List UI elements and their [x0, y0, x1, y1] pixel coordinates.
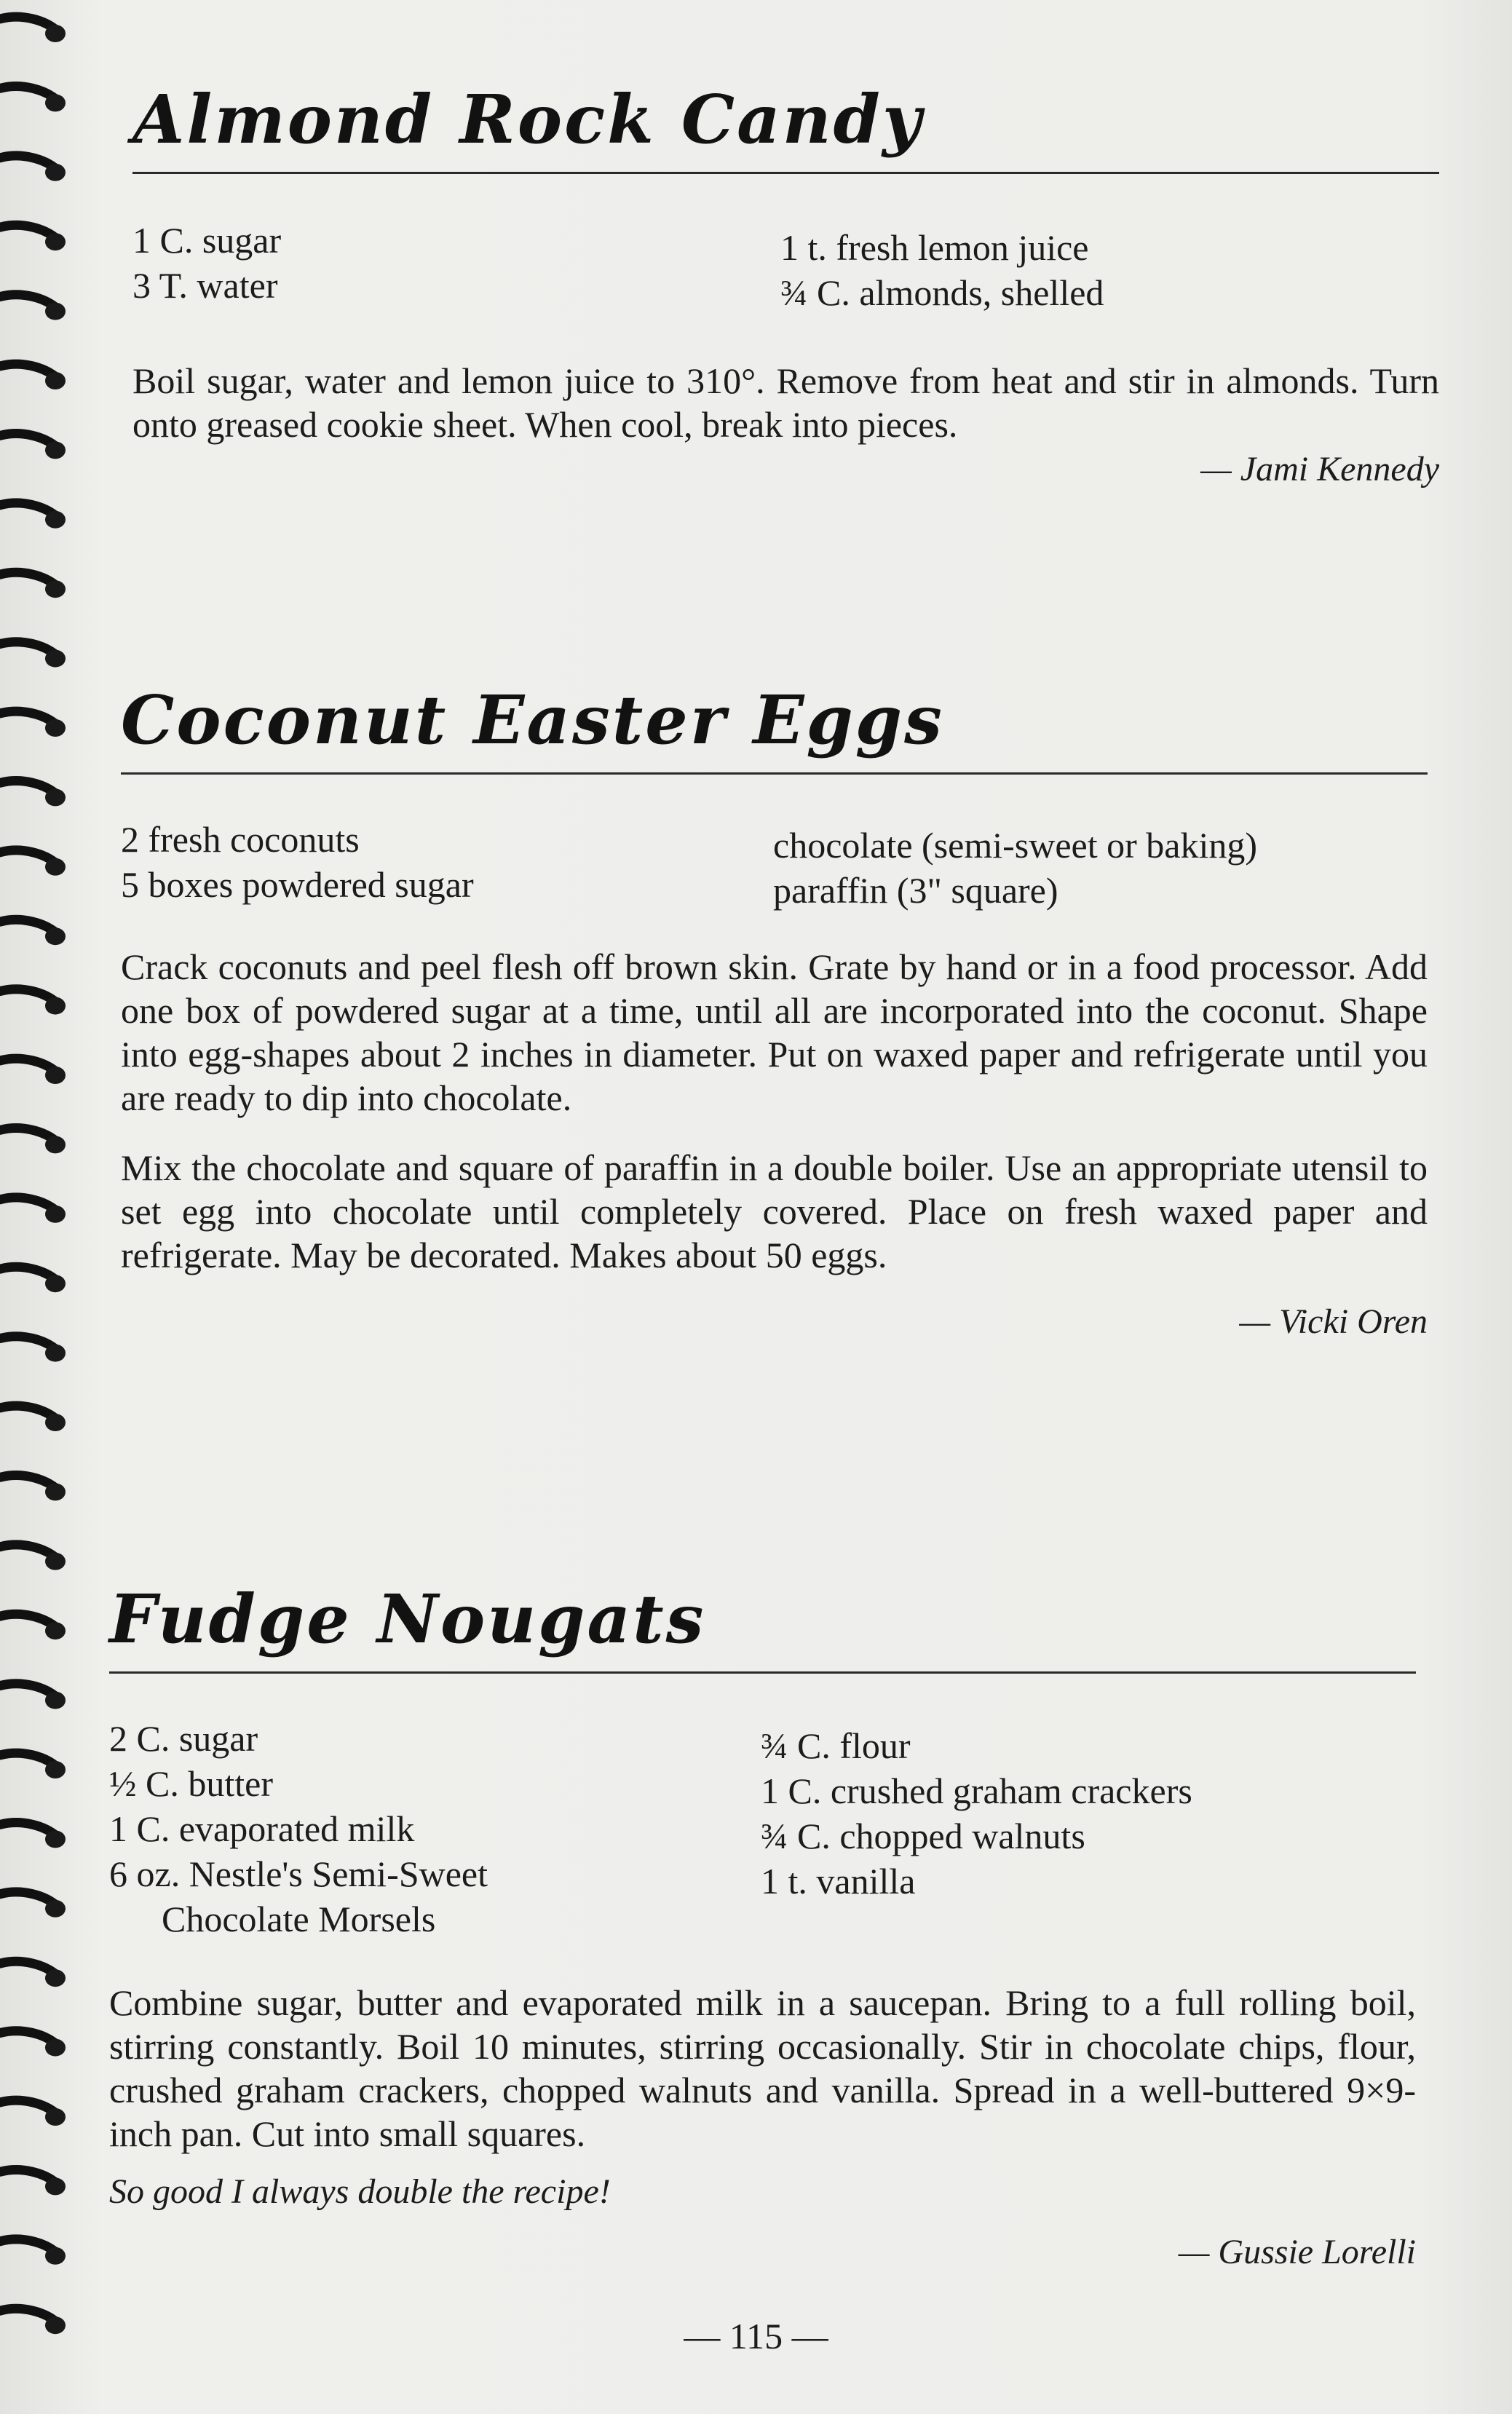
ingredient: ¾ C. flour [761, 1725, 911, 1766]
spiral-coil [0, 1337, 66, 1362]
ingredient: 6 oz. Nestle's Semi-Sweet [109, 1853, 488, 1894]
ingredient: 1 t. fresh lemon juice [780, 227, 1089, 268]
ingredient: ¾ C. chopped walnuts [761, 1816, 1085, 1856]
ingredient: 1 C. crushed graham crackers [761, 1770, 1192, 1811]
title-divider [132, 172, 1439, 174]
spiral-coil [0, 295, 66, 320]
recipe-title: Coconut Easter Eggs [121, 681, 944, 759]
spiral-coil [0, 2170, 66, 2196]
spiral-coil [0, 572, 66, 598]
spiral-coil [0, 919, 66, 945]
ingredient-list [132, 218, 1439, 315]
ingredient: 3 T. water [132, 265, 278, 306]
recipe-credit: — Jami Kennedy [1200, 450, 1439, 488]
ingredient-list [109, 1716, 1416, 1942]
recipe-coconut-easter-eggs [121, 681, 1428, 1342]
spiral-coil [0, 1545, 66, 1570]
ingredient: 2 C. sugar [109, 1718, 258, 1759]
spiral-coil [0, 1476, 66, 1501]
spiral-coil [0, 1058, 66, 1084]
spiral-coil [0, 364, 66, 389]
spiral-coil [0, 1892, 66, 1918]
instructions: Crack coconuts and peel flesh off brown skin. Grate by hand or in a food processor. Add one box of powdered sugar at a time, until all are incorporated into the coconut. Shape into egg-shapes about 2 inches in diameter. Put on waxed paper and refrigerate until you are ready to dip into chocolate. [121, 946, 1428, 1118]
ingredient: chocolate (semi-sweet or baking) [773, 825, 1258, 866]
recipe-title: Almond Rock Candy [132, 80, 924, 159]
ingredient-column-right [780, 218, 1439, 315]
spiral-coil [0, 87, 66, 112]
spiral-coil [0, 850, 66, 876]
spiral-coil [0, 1684, 66, 1709]
instructions: Boil sugar, water and lemon juice to 310°. Remove from heat and stir in almonds. Turn onto greased cookie sheet. When cool, break into pieces. [132, 360, 1439, 445]
ingredient: 5 boxes powdered sugar [121, 864, 474, 905]
spiral-coil [0, 1406, 66, 1431]
page-number: — 115 — [684, 2316, 828, 2356]
ingredient: ½ C. butter [109, 1763, 273, 1804]
spiral-coil [0, 1753, 66, 1778]
spiral-coil [0, 1267, 66, 1292]
ingredient-list [121, 817, 1428, 913]
recipe-note: So good I always double the recipe! [109, 2172, 611, 2211]
ingredient: 1 C. evaporated milk [109, 1808, 415, 1849]
spiral-coil [0, 434, 66, 459]
spiral-coil [0, 989, 66, 1015]
spiral-coil [0, 711, 66, 737]
ingredient: 1 t. vanilla [761, 1861, 916, 1901]
spiral-coil [0, 1198, 66, 1223]
spiral-coil [0, 1614, 66, 1639]
spiral-coil [0, 17, 66, 42]
title-divider [109, 1671, 1416, 1674]
ingredient-column-right [761, 1716, 1416, 1942]
ingredient: paraffin (3" square) [773, 870, 1058, 911]
ingredient-column-left [109, 1716, 761, 1942]
spiral-coil [0, 2100, 66, 2126]
instructions: Combine sugar, butter and evaporated milk in a saucepan. Bring to a full rolling boil, stirring constantly. Boil 10 minutes, stirring occasionally. Stir in chocolate chips, flour, crushed graham crackers, chopped walnuts and vanilla. Spread in a well-buttered 9×9-inch pan. Cut into small squares. [109, 1982, 1416, 2154]
spiral-coil [0, 2239, 66, 2265]
spiral-coil [0, 225, 66, 250]
ingredient: ¾ C. almonds, shelled [780, 272, 1104, 313]
spiral-coil [0, 1823, 66, 1848]
spiral-coil [0, 156, 66, 181]
spiral-coil [0, 1961, 66, 1987]
ingredient-column-right [773, 817, 1428, 913]
spiral-coil [0, 642, 66, 668]
ingredient-column-left [121, 817, 773, 913]
instructions: Mix the chocolate and square of paraffin in a double boiler. Use an appropriate utensil to set egg into chocolate until completely covered. Place on fresh waxed paper and refrigerate. May be decorated. Makes about 50 eggs. [121, 1147, 1428, 1275]
ingredient: Chocolate Morsels [162, 1899, 436, 1939]
recipe-fudge-nougats [109, 1580, 1416, 2272]
recipe-credit: — Vicki Oren [1239, 1302, 1428, 1341]
ingredient-column-left [132, 218, 780, 315]
recipe-credit: — Gussie Lorelli [1178, 2233, 1416, 2271]
spiral-coil [0, 2031, 66, 2057]
spiral-coil [0, 503, 66, 529]
ingredient: 1 C. sugar [132, 220, 282, 261]
recipe-almond-rock-candy [132, 80, 1439, 489]
spiral-binding [0, 0, 80, 2414]
recipe-title: Fudge Nougats [109, 1580, 706, 1658]
spiral-binding-coils [0, 0, 80, 2414]
spiral-coil [0, 781, 66, 807]
ingredient: 2 fresh coconuts [121, 819, 360, 860]
spiral-coil [0, 1128, 66, 1154]
title-divider [121, 772, 1428, 775]
